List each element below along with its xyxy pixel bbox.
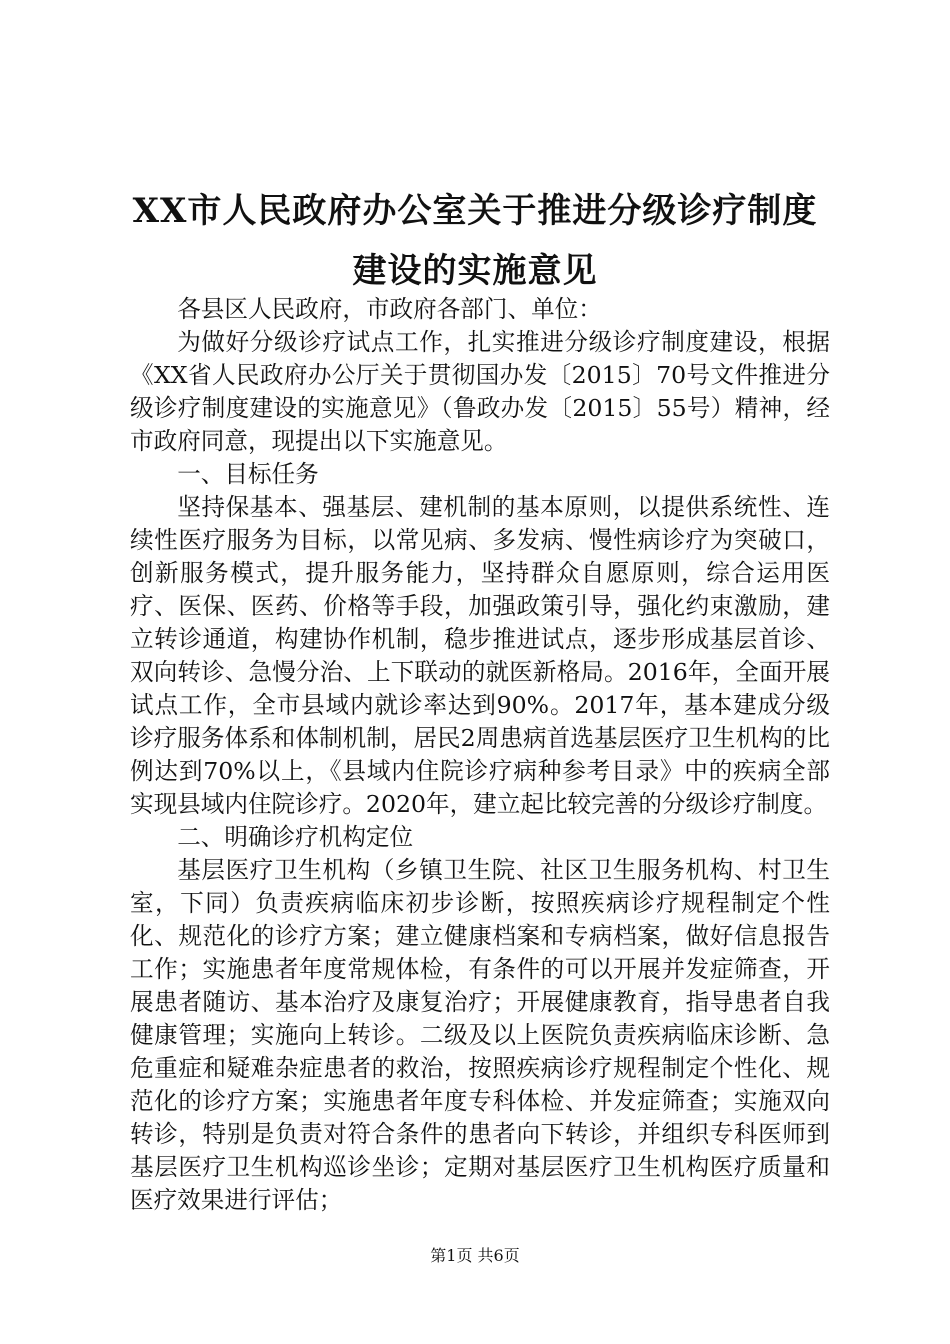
section-heading-positioning: 二、明确诊疗机构定位 [177,823,414,851]
document-title-line-1: XX市人民政府办公室关于推进分级诊疗制度 [132,191,818,231]
document-title-line-2: 建设的实施意见 [352,251,598,291]
document-body [130,293,830,1217]
salutation-paragraph: 各县区人民政府，市政府各部门、单位： [177,295,602,323]
section-heading-goals: 一、目标任务 [177,460,319,488]
intro-paragraph: 为做好分级诊疗试点工作，扎实推进分级诊疗制度建设，根据《XX省人民政府办公厅关于贯彻国办发〔2015〕70号文件推进分级诊疗制度建设的实施意见》（鲁政办发〔2015〕55号）精神，经市政府同意，现提出以下实施意见。 [130,328,830,455]
positioning-paragraph: 基层医疗卫生机构（乡镇卫生院、社区卫生服务机构、村卫生室，下同）负责疾病临床初步诊断，按照疾病诊疗规程制定个性化、规范化的诊疗方案；建立健康档案和专病档案，做好信息报告工作；实施患者年度常规体检，有条件的可以开展并发症筛查，开展患者随访、基本治疗及康复治疗；开展健康教育，指导患者自我健康管理；实施向上转诊。二级及以上医院负责疾病临床诊断、急危重症和疑难杂症患者的救治，按照疾病诊疗规程制定个性化、规范化的诊疗方案；实施患者年度专科体检、并发症筛查；实施双向转诊，特别是负责对符合条件的患者向下转诊，并组织专科医师到基层医疗卫生机构巡诊坐诊；定期对基层医疗卫生机构医疗质量和医疗效果进行评估； [130,856,830,1214]
page-footer: 第1页 共6页 [430,1246,520,1265]
goals-paragraph: 坚持保基本、强基层、建机制的基本原则，以提供系统性、连续性医疗服务为目标，以常见病、多发病、慢性病诊疗为突破口，创新服务模式，提升服务能力，坚持群众自愿原则，综合运用医疗、医保、医药、价格等手段，加强政策引导，强化约束激励，建立转诊通道，构建协作机制，稳步推进试点，逐步形成基层首诊、双向转诊、急慢分治、上下联动的就医新格局。2016年，全面开展试点工作，全市县域内就诊率达到90%。2017年，基本建成分级诊疗服务体系和体制机制，居民2周患病首选基层医疗卫生机构的比例达到70%以上，《县域内住院诊疗病种参考目录》中的疾病全部实现县域内住院诊疗。2020年，建立起比较完善的分级诊疗制度。 [130,493,830,818]
